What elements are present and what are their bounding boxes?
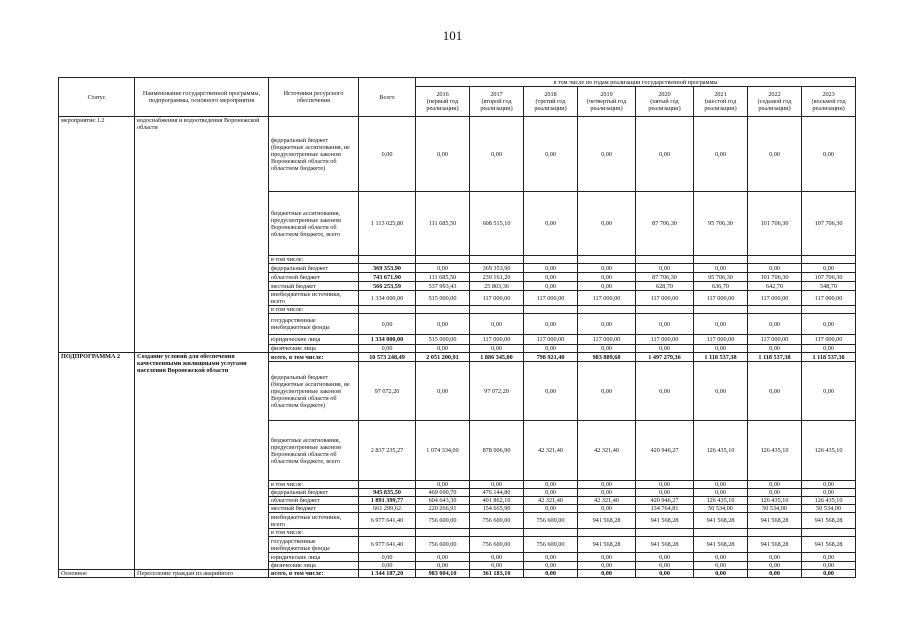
source-cell: юридические лица (269, 335, 359, 345)
value-cell: 1 118 537,38 (802, 353, 856, 362)
value-cell: 107 706,30 (802, 192, 856, 256)
value-cell (748, 306, 802, 314)
value-cell: 0,00 (578, 481, 636, 489)
value-cell: 134 764,81 (636, 505, 694, 513)
value-cell: 126 435,10 (694, 497, 748, 505)
source-cell: местный бюджет (269, 505, 359, 513)
value-cell: 0,00 (636, 481, 694, 489)
source-cell: в том числе: (269, 306, 359, 314)
value-cell (524, 256, 578, 264)
value-cell: 0,00 (578, 489, 636, 497)
value-cell: 642,70 (748, 282, 802, 291)
page-number: 101 (442, 28, 463, 43)
value-cell: 0,00 (578, 570, 636, 578)
total-cell: 2 837 235,27 (359, 421, 416, 481)
value-cell: 941 568,28 (578, 537, 636, 553)
value-cell: 0,00 (694, 562, 748, 570)
value-cell: 0,00 (524, 192, 578, 256)
value-cell: 604 643,30 (416, 497, 470, 505)
value-cell: 361 183,10 (470, 570, 524, 578)
value-cell: 0,00 (578, 273, 636, 282)
value-cell: 756 600,00 (524, 537, 578, 553)
total-cell: 1 891 399,77 (359, 497, 416, 505)
value-cell: 0,00 (694, 570, 748, 578)
value-cell: 101 706,30 (748, 192, 802, 256)
value-cell: 0,00 (416, 562, 470, 570)
value-cell: 0,00 (636, 117, 694, 192)
value-cell: 0,00 (524, 570, 578, 578)
header-status: Статус (59, 78, 135, 117)
value-cell: 0,00 (636, 562, 694, 570)
value-cell: 0,00 (416, 264, 470, 273)
source-cell: местный бюджет (269, 282, 359, 291)
value-cell: 420 946,27 (636, 421, 694, 481)
value-cell: 537 993,43 (416, 282, 470, 291)
value-cell: 117 000,00 (470, 291, 524, 306)
value-cell: 0,00 (578, 282, 636, 291)
value-cell: 0,00 (470, 562, 524, 570)
value-cell: 0,00 (578, 264, 636, 273)
value-cell: 469 690,70 (416, 489, 470, 497)
value-cell (416, 256, 470, 264)
value-cell: 0,00 (470, 117, 524, 192)
value-cell: 476 144,80 (470, 489, 524, 497)
value-cell: 515 000,00 (416, 291, 470, 306)
value-cell: 0,00 (748, 553, 802, 562)
source-cell: государственные внебюджетные фонды (269, 537, 359, 553)
value-cell: 0,00 (470, 345, 524, 353)
year-label: 2019 (600, 91, 613, 98)
value-cell: 42 321,40 (524, 497, 578, 505)
value-cell: 756 600,00 (416, 537, 470, 553)
value-cell: 0,00 (802, 570, 856, 578)
year-note: (восьмой год реализации) (811, 98, 846, 112)
value-cell: 220 266,91 (416, 505, 470, 513)
value-cell: 107 706,30 (802, 273, 856, 282)
value-cell: 0,00 (416, 481, 470, 489)
value-cell: 117 000,00 (694, 291, 748, 306)
value-cell: 515 000,00 (416, 335, 470, 345)
total-cell: 97 072,20 (359, 362, 416, 421)
total-cell: 0,00 (359, 345, 416, 353)
value-cell (524, 306, 578, 314)
value-cell (748, 529, 802, 537)
year-label: 2016 (436, 91, 449, 98)
value-cell: 0,00 (524, 282, 578, 291)
value-cell: 0,00 (416, 553, 470, 562)
value-cell: 0,00 (416, 345, 470, 353)
year-note: (второй год реализации) (480, 98, 513, 112)
value-cell (524, 529, 578, 537)
value-cell: 126 435,10 (802, 421, 856, 481)
value-cell: 0,00 (524, 117, 578, 192)
header-year-2017 (470, 87, 524, 117)
total-cell: 743 671,90 (359, 273, 416, 282)
value-cell: 0,00 (524, 505, 578, 513)
row-status: мероприятие 1.2 (59, 117, 135, 353)
value-cell: 941 568,28 (802, 513, 856, 529)
value-cell: 0,00 (636, 314, 694, 335)
value-cell: 941 568,28 (578, 513, 636, 529)
value-cell: 0,00 (748, 264, 802, 273)
value-cell: 941 568,28 (748, 513, 802, 529)
total-cell: 10 573 248,49 (359, 353, 416, 362)
value-cell: 0,00 (694, 362, 748, 421)
source-cell: областной бюджет (269, 273, 359, 282)
value-cell: 0,00 (524, 345, 578, 353)
value-cell: 0,00 (578, 562, 636, 570)
value-cell (802, 256, 856, 264)
source-cell: в том числе: (269, 256, 359, 264)
total-cell: 661 299,62 (359, 505, 416, 513)
source-cell: всего, в том числе: (269, 570, 359, 578)
value-cell: 636,70 (694, 282, 748, 291)
value-cell (694, 306, 748, 314)
value-cell: 117 000,00 (524, 335, 578, 345)
source-cell: федеральный бюджет (269, 489, 359, 497)
value-cell: 0,00 (524, 314, 578, 335)
value-cell: 95 706,30 (694, 192, 748, 256)
value-cell (416, 529, 470, 537)
value-cell: 0,00 (748, 570, 802, 578)
value-cell: 1 074 334,00 (416, 421, 470, 481)
table-row (59, 570, 856, 578)
value-cell: 0,00 (748, 117, 802, 192)
value-cell: 50 534,00 (748, 505, 802, 513)
value-cell: 97 072,20 (470, 362, 524, 421)
value-cell: 101 706,30 (748, 273, 802, 282)
value-cell: 756 600,00 (470, 537, 524, 553)
row-name: Создание условий для обеспечения качественными жилищными услугами населения Воронежской области (135, 353, 269, 570)
value-cell: 0,00 (748, 481, 802, 489)
value-cell: 0,00 (802, 553, 856, 562)
value-cell: 0,00 (524, 264, 578, 273)
year-label: 2022 (768, 91, 781, 98)
value-cell: 126 435,10 (748, 497, 802, 505)
source-cell: юридические лица (269, 553, 359, 562)
value-cell: 117 000,00 (470, 335, 524, 345)
value-cell: 1 497 279,36 (636, 353, 694, 362)
source-cell: в том числе: (269, 529, 359, 537)
value-cell: 0,00 (524, 273, 578, 282)
table-row (59, 117, 856, 192)
value-cell: 111 685,50 (416, 192, 470, 256)
year-label: 2017 (490, 91, 503, 98)
year-note: (первый год реализации) (426, 98, 459, 112)
value-cell: 0,00 (748, 489, 802, 497)
source-cell: физические лица (269, 562, 359, 570)
value-cell: 0,00 (470, 314, 524, 335)
value-cell: 117 000,00 (578, 335, 636, 345)
value-cell: 878 006,90 (470, 421, 524, 481)
year-note: (третий год реализации) (534, 98, 567, 112)
value-cell: 0,00 (578, 362, 636, 421)
value-cell (636, 529, 694, 537)
header-year-2019 (578, 87, 636, 117)
value-cell: 756 600,00 (416, 513, 470, 529)
value-cell: 941 568,28 (694, 537, 748, 553)
value-cell: 50 534,00 (694, 505, 748, 513)
value-cell (636, 256, 694, 264)
value-cell: 126 435,10 (802, 497, 856, 505)
row-status: Основное (59, 570, 135, 578)
value-cell: 42 321,40 (578, 421, 636, 481)
value-cell: 111 685,50 (416, 273, 470, 282)
value-cell (470, 529, 524, 537)
value-cell: 0,00 (694, 481, 748, 489)
year-note: (седьмой год реализации) (757, 98, 792, 112)
value-cell: 1 118 537,38 (694, 353, 748, 362)
value-cell: 0,00 (636, 570, 694, 578)
source-cell: внебюджетные источники, всего (269, 513, 359, 529)
value-cell: 983 889,68 (578, 353, 636, 362)
value-cell: 628,70 (636, 282, 694, 291)
value-cell: 117 000,00 (578, 291, 636, 306)
value-cell: 420 946,27 (636, 497, 694, 505)
source-cell: бюджетные ассигнования, предусмотренные законом Воронежской области об областном бюджете, всего (269, 192, 359, 256)
total-cell (359, 529, 416, 537)
value-cell: 154 665,90 (470, 505, 524, 513)
header-name: Наименование государственной программы, подпрограммы, основного мероприятия (135, 78, 269, 117)
source-cell: федеральный бюджет (бюджетные ассигнования, не предусмотренные законом Воронежской области об областном бюджете) (269, 362, 359, 421)
value-cell: 0,00 (524, 481, 578, 489)
value-cell: 25 803,36 (470, 282, 524, 291)
value-cell: 0,00 (470, 481, 524, 489)
value-cell: 117 000,00 (748, 335, 802, 345)
header-year-2018 (524, 87, 578, 117)
header-year-2016 (416, 87, 470, 117)
value-cell: 608 515,10 (470, 192, 524, 256)
source-cell: в том числе: (269, 481, 359, 489)
value-cell: 941 568,28 (694, 513, 748, 529)
value-cell: 983 004,10 (416, 570, 470, 578)
resource-table (58, 77, 856, 578)
value-cell: 0,00 (748, 562, 802, 570)
value-cell: 0,00 (578, 314, 636, 335)
value-cell: 117 000,00 (802, 291, 856, 306)
value-cell: 42 321,40 (578, 497, 636, 505)
total-cell: 6 977 641,40 (359, 537, 416, 553)
value-cell: 87 706,30 (636, 192, 694, 256)
year-label: 2020 (658, 91, 671, 98)
total-cell: 0,00 (359, 314, 416, 335)
value-cell: 0,00 (748, 362, 802, 421)
total-cell (359, 256, 416, 264)
source-cell: федеральный бюджет (269, 264, 359, 273)
value-cell: 0,00 (416, 314, 470, 335)
value-cell: 0,00 (578, 345, 636, 353)
value-cell: 117 000,00 (636, 335, 694, 345)
row-status: ПОДПРОГРАММА 2 (59, 353, 135, 570)
value-cell: 0,00 (802, 362, 856, 421)
total-cell: 1 334 000,00 (359, 291, 416, 306)
value-cell: 117 000,00 (524, 291, 578, 306)
source-cell: федеральный бюджет (бюджетные ассигнования, не предусмотренные законом Воронежской области об областном бюджете) (269, 117, 359, 192)
value-cell: 0,00 (636, 553, 694, 562)
value-cell (416, 306, 470, 314)
value-cell: 0,00 (578, 117, 636, 192)
value-cell: 1 118 537,38 (748, 353, 802, 362)
value-cell: 0,00 (802, 562, 856, 570)
value-cell: 117 000,00 (636, 291, 694, 306)
value-cell (470, 306, 524, 314)
value-cell: 369 353,90 (470, 264, 524, 273)
value-cell: 117 000,00 (802, 335, 856, 345)
header-year-2020 (636, 87, 694, 117)
value-cell: 0,00 (802, 117, 856, 192)
value-cell: 0,00 (524, 362, 578, 421)
total-cell: 1 334 000,00 (359, 335, 416, 345)
value-cell: 0,00 (802, 489, 856, 497)
value-cell: 0,00 (578, 553, 636, 562)
value-cell (578, 529, 636, 537)
value-cell: 2 051 200,91 (416, 353, 470, 362)
source-cell: внебюджетные источники, всего (269, 291, 359, 306)
total-cell: 566 253,59 (359, 282, 416, 291)
value-cell: 0,00 (524, 553, 578, 562)
year-label: 2018 (544, 91, 557, 98)
value-cell: 239 161,20 (470, 273, 524, 282)
value-cell: 0,00 (802, 345, 856, 353)
value-cell: 798 921,40 (524, 353, 578, 362)
value-cell: 50 534,00 (802, 505, 856, 513)
table-row (59, 353, 856, 362)
year-label: 2023 (822, 91, 835, 98)
value-cell: 0,00 (694, 489, 748, 497)
value-cell: 0,00 (416, 117, 470, 192)
total-cell: 6 977 641,40 (359, 513, 416, 529)
value-cell: 756 600,00 (524, 513, 578, 529)
value-cell: 401 862,10 (470, 497, 524, 505)
value-cell: 87 706,30 (636, 273, 694, 282)
total-cell: 369 353,90 (359, 264, 416, 273)
value-cell: 0,00 (416, 362, 470, 421)
header-year-2022 (748, 87, 802, 117)
value-cell: 0,00 (636, 362, 694, 421)
source-cell: государственные внебюджетные фонды (269, 314, 359, 335)
value-cell: 0,00 (694, 345, 748, 353)
value-cell (578, 256, 636, 264)
value-cell: 95 706,30 (694, 273, 748, 282)
source-cell: физические лица (269, 345, 359, 353)
header-year-2021 (694, 87, 748, 117)
source-cell: бюджетные ассигнования, предусмотренные законом Воронежской области об областном бюджете, всего (269, 421, 359, 481)
value-cell (802, 306, 856, 314)
value-cell: 0,00 (636, 345, 694, 353)
value-cell: 941 568,28 (748, 537, 802, 553)
value-cell: 0,00 (524, 489, 578, 497)
source-cell: областной бюджет (269, 497, 359, 505)
header-total: Всего (359, 78, 416, 117)
value-cell (470, 256, 524, 264)
header-source: Источники ресурсного обеспечения (269, 78, 359, 117)
source-cell: всего, в том числе: (269, 353, 359, 362)
year-note: (шестой год реализации) (704, 98, 737, 112)
total-cell (359, 306, 416, 314)
value-cell: 126 435,10 (748, 421, 802, 481)
value-cell: 126 435,10 (694, 421, 748, 481)
value-cell: 941 568,28 (636, 513, 694, 529)
value-cell: 0,00 (748, 314, 802, 335)
value-cell: 0,00 (802, 314, 856, 335)
value-cell: 0,00 (802, 481, 856, 489)
value-cell: 117 000,00 (748, 291, 802, 306)
value-cell: 42 321,40 (524, 421, 578, 481)
header-year-2023 (802, 87, 856, 117)
value-cell: 0,00 (524, 562, 578, 570)
row-name: Переселение граждан из аварийного (135, 570, 269, 578)
value-cell: 0,00 (694, 117, 748, 192)
value-cell: 548,70 (802, 282, 856, 291)
value-cell: 0,00 (636, 489, 694, 497)
year-note: (пятый год реализации) (648, 98, 681, 112)
value-cell: 0,00 (802, 264, 856, 273)
value-cell: 0,00 (578, 192, 636, 256)
year-label: 2021 (714, 91, 727, 98)
value-cell: 0,00 (694, 264, 748, 273)
value-cell: 117 000,00 (694, 335, 748, 345)
value-cell: 941 568,28 (636, 537, 694, 553)
total-cell: 0,00 (359, 553, 416, 562)
value-cell (694, 256, 748, 264)
value-cell (694, 529, 748, 537)
header-by-years: в том числе по годам реализации государственной программы (416, 78, 856, 87)
value-cell: 756 600,00 (470, 513, 524, 529)
value-cell: 0,00 (748, 345, 802, 353)
value-cell: 0,00 (578, 505, 636, 513)
value-cell (578, 306, 636, 314)
total-cell: 945 835,50 (359, 489, 416, 497)
year-note: (четвертый год реализации) (586, 98, 627, 112)
value-cell: 0,00 (694, 553, 748, 562)
value-cell (636, 306, 694, 314)
total-cell (359, 481, 416, 489)
value-cell: 0,00 (694, 314, 748, 335)
row-name: водоснабжения и водоотведения Воронежской области (135, 117, 269, 353)
value-cell: 0,00 (636, 264, 694, 273)
total-cell: 0,00 (359, 562, 416, 570)
value-cell: 941 568,28 (802, 537, 856, 553)
total-cell: 1 344 187,20 (359, 570, 416, 578)
value-cell (802, 529, 856, 537)
total-cell: 0,00 (359, 117, 416, 192)
value-cell: 1 886 345,00 (470, 353, 524, 362)
value-cell: 0,00 (470, 553, 524, 562)
value-cell (748, 256, 802, 264)
total-cell: 1 113 025,80 (359, 192, 416, 256)
